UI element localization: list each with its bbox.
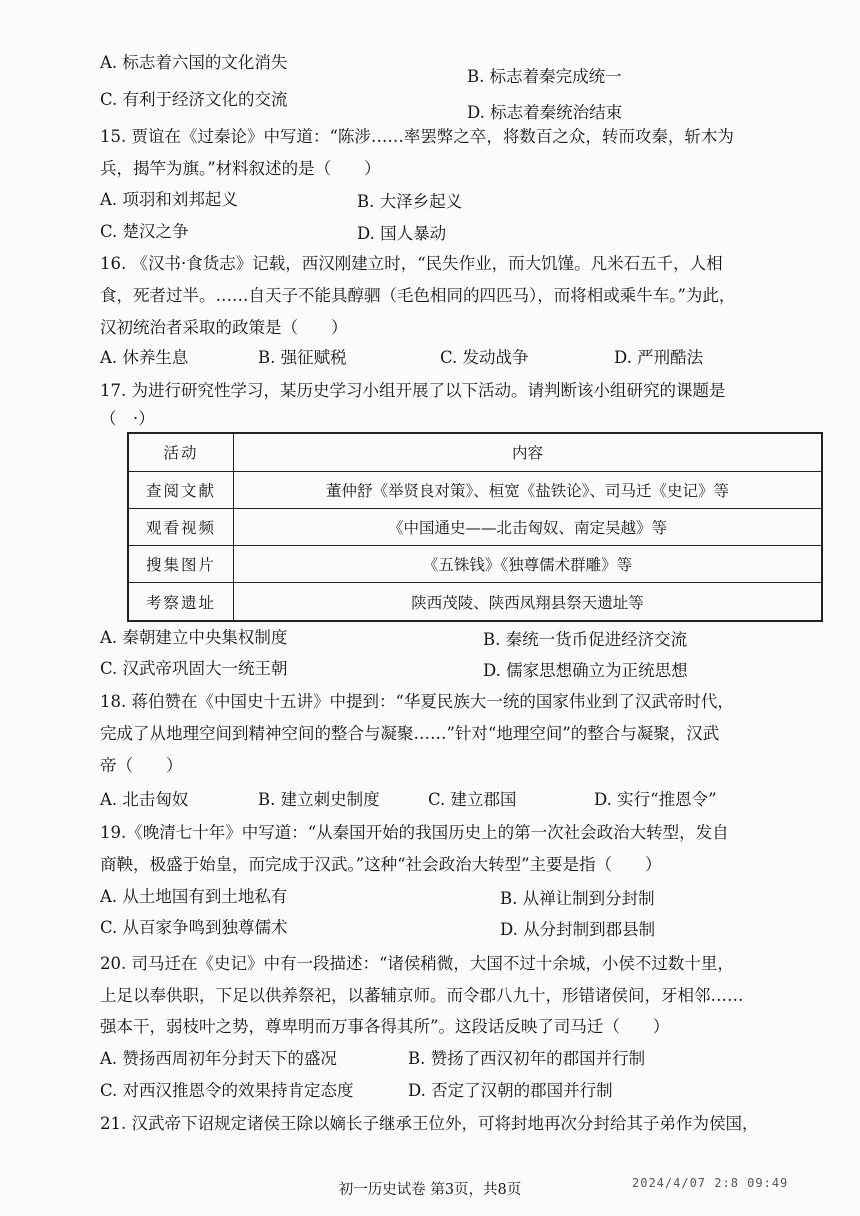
table-cell: 《中国通史——北击匈奴、南定吴越》等 [234,508,823,545]
table-cell: 查阅文献 [128,471,234,508]
q17-option-b: B. 秦统一货币促进经济交流 [483,630,688,649]
q21-stem: 21. 汉武帝下诏规定诸侯王除以嫡长子继承王位外，可将封地再次分封给其子弟作为侯国， [100,1114,759,1133]
q14-option-b: B. 标志着秦完成统一 [467,67,622,86]
table-row [128,583,822,621]
q16-option-b: B. 强征赋税 [258,348,347,367]
q18-option-a: A. 北击匈奴 [100,790,189,809]
q17-option-c: C. 汉武帝巩固大一统王朝 [100,659,288,678]
q19-stem: 19.《晚清七十年》中写道：“从秦国开始的我国历史上的第一次社会政治大转型，发自 [100,823,729,842]
table-cell: 观看视频 [128,508,234,545]
table-row [128,471,822,508]
q15-option-c: C. 楚汉之争 [100,222,189,241]
q17-option-d: D. 儒家思想确立为正统思想 [483,661,688,680]
q20-stem: 强本干，弱枝叶之势，尊卑明而万事各得其所”。这段话反映了司马迁（ ） [100,1017,670,1036]
q17-stem: 17. 为进行研究性学习，某历史学习小组开展了以下活动。请判断该小组研究的课题是 [100,381,726,400]
q18-option-d: D. 实行“推恩令” [594,790,717,809]
table-row [128,508,822,545]
q20-option-a: A. 赞扬西周初年分封天下的盛况 [100,1049,337,1068]
q16-option-d: D. 严刑酷法 [614,348,704,367]
q19-stem: 商鞅，极盛于始皇，而完成于汉武。”这种“社会政治大转型”主要是指（ ） [100,855,662,874]
q18-stem: 完成了从地理空间到精神空间的整合与凝聚……”针对“地理空间”的整合与凝聚，汉武 [100,724,720,743]
q19-option-b: B. 从禅让制到分封制 [500,889,655,908]
q18-option-b: B. 建立刺史制度 [258,790,380,809]
scan-timestamp: 2024/4/07 2:8 09:49 [632,1176,789,1190]
q15-option-d: D. 国人暴动 [357,224,447,243]
q16-stem: 16. 《汉书·食货志》记载，西汉刚建立时，“民失作业，而大饥馑。凡米石五千，人相 [100,254,723,273]
q15-option-b: B. 大泽乡起义 [357,192,463,211]
q16-stem: 食，死者过半。……自天子不能具醇驷（毛色相同的四匹马），而将相或乘牛车。”为此， [100,286,736,305]
q15-stem: 15. 贾谊在《过秦论》中写道：“陈涉……率罢弊之卒，将数百之众，转而攻秦，斩木为 [100,127,734,146]
table-header-cell: 活动 [128,433,234,471]
q20-stem: 上足以奉供职，下足以供养祭祀，以蕃辅京师。而令郡八九十，形错诸侯间，牙相邻…… [100,986,744,1005]
page-footer: 初一历史试卷 第3页，共8页 [338,1182,522,1198]
table-cell: 搜集图片 [128,546,234,583]
table-cell: 《五铢钱》《独尊儒术群雕》等 [234,546,823,583]
q18-option-c: C. 建立郡国 [428,790,517,809]
q17-stem: （ ·） [100,409,155,428]
q14-option-d: D. 标志着秦统治结束 [467,103,623,122]
table-row [128,546,822,583]
q20-stem: 20. 司马迁在《史记》中有一段描述：“诸侯稍微，大国不过十余城，小侯不过数十里， [100,954,734,973]
q17-option-a: A. 秦朝建立中央集权制度 [100,628,288,647]
table-cell: 董仲舒《举贤良对策》、桓宽《盐铁论》、司马迁《史记》等 [234,471,823,508]
q17-activity-table [127,432,823,622]
q19-option-c: C. 从百家争鸣到独尊儒术 [100,918,288,937]
q20-option-d: D. 否定了汉朝的郡国并行制 [408,1081,613,1100]
q20-option-c: C. 对西汉推恩令的效果持肯定态度 [100,1081,354,1100]
q16-option-c: C. 发动战争 [440,348,529,367]
q19-option-d: D. 从分封制到郡县制 [500,920,656,939]
table-header-cell: 内容 [234,433,823,471]
q16-option-a: A. 休养生息 [100,348,189,367]
q16-stem: 汉初统治者采取的政策是（ ） [100,318,348,337]
q18-stem: 帝（ ） [100,756,183,775]
q14-option-c: C. 有利于经济文化的交流 [100,90,288,109]
q19-option-a: A. 从土地国有到土地私有 [100,887,288,906]
table-header-row [128,433,822,471]
table-cell: 陕西茂陵、陕西凤翔县祭天遗址等 [234,583,823,621]
q18-stem: 18. 蒋伯赞在《中国史十五讲》中提到：“华夏民族大一统的国家伟业到了汉武帝时代， [100,692,734,711]
q15-option-a: A. 项羽和刘邦起义 [100,190,238,209]
q20-option-b: B. 赞扬了西汉初年的郡国并行制 [408,1049,646,1068]
q14-option-a: A. 标志着六国的文化消失 [100,53,288,72]
q15-stem: 兵，揭竿为旗。”材料叙述的是（ ） [100,159,381,178]
table-cell: 考察遗址 [128,583,234,621]
